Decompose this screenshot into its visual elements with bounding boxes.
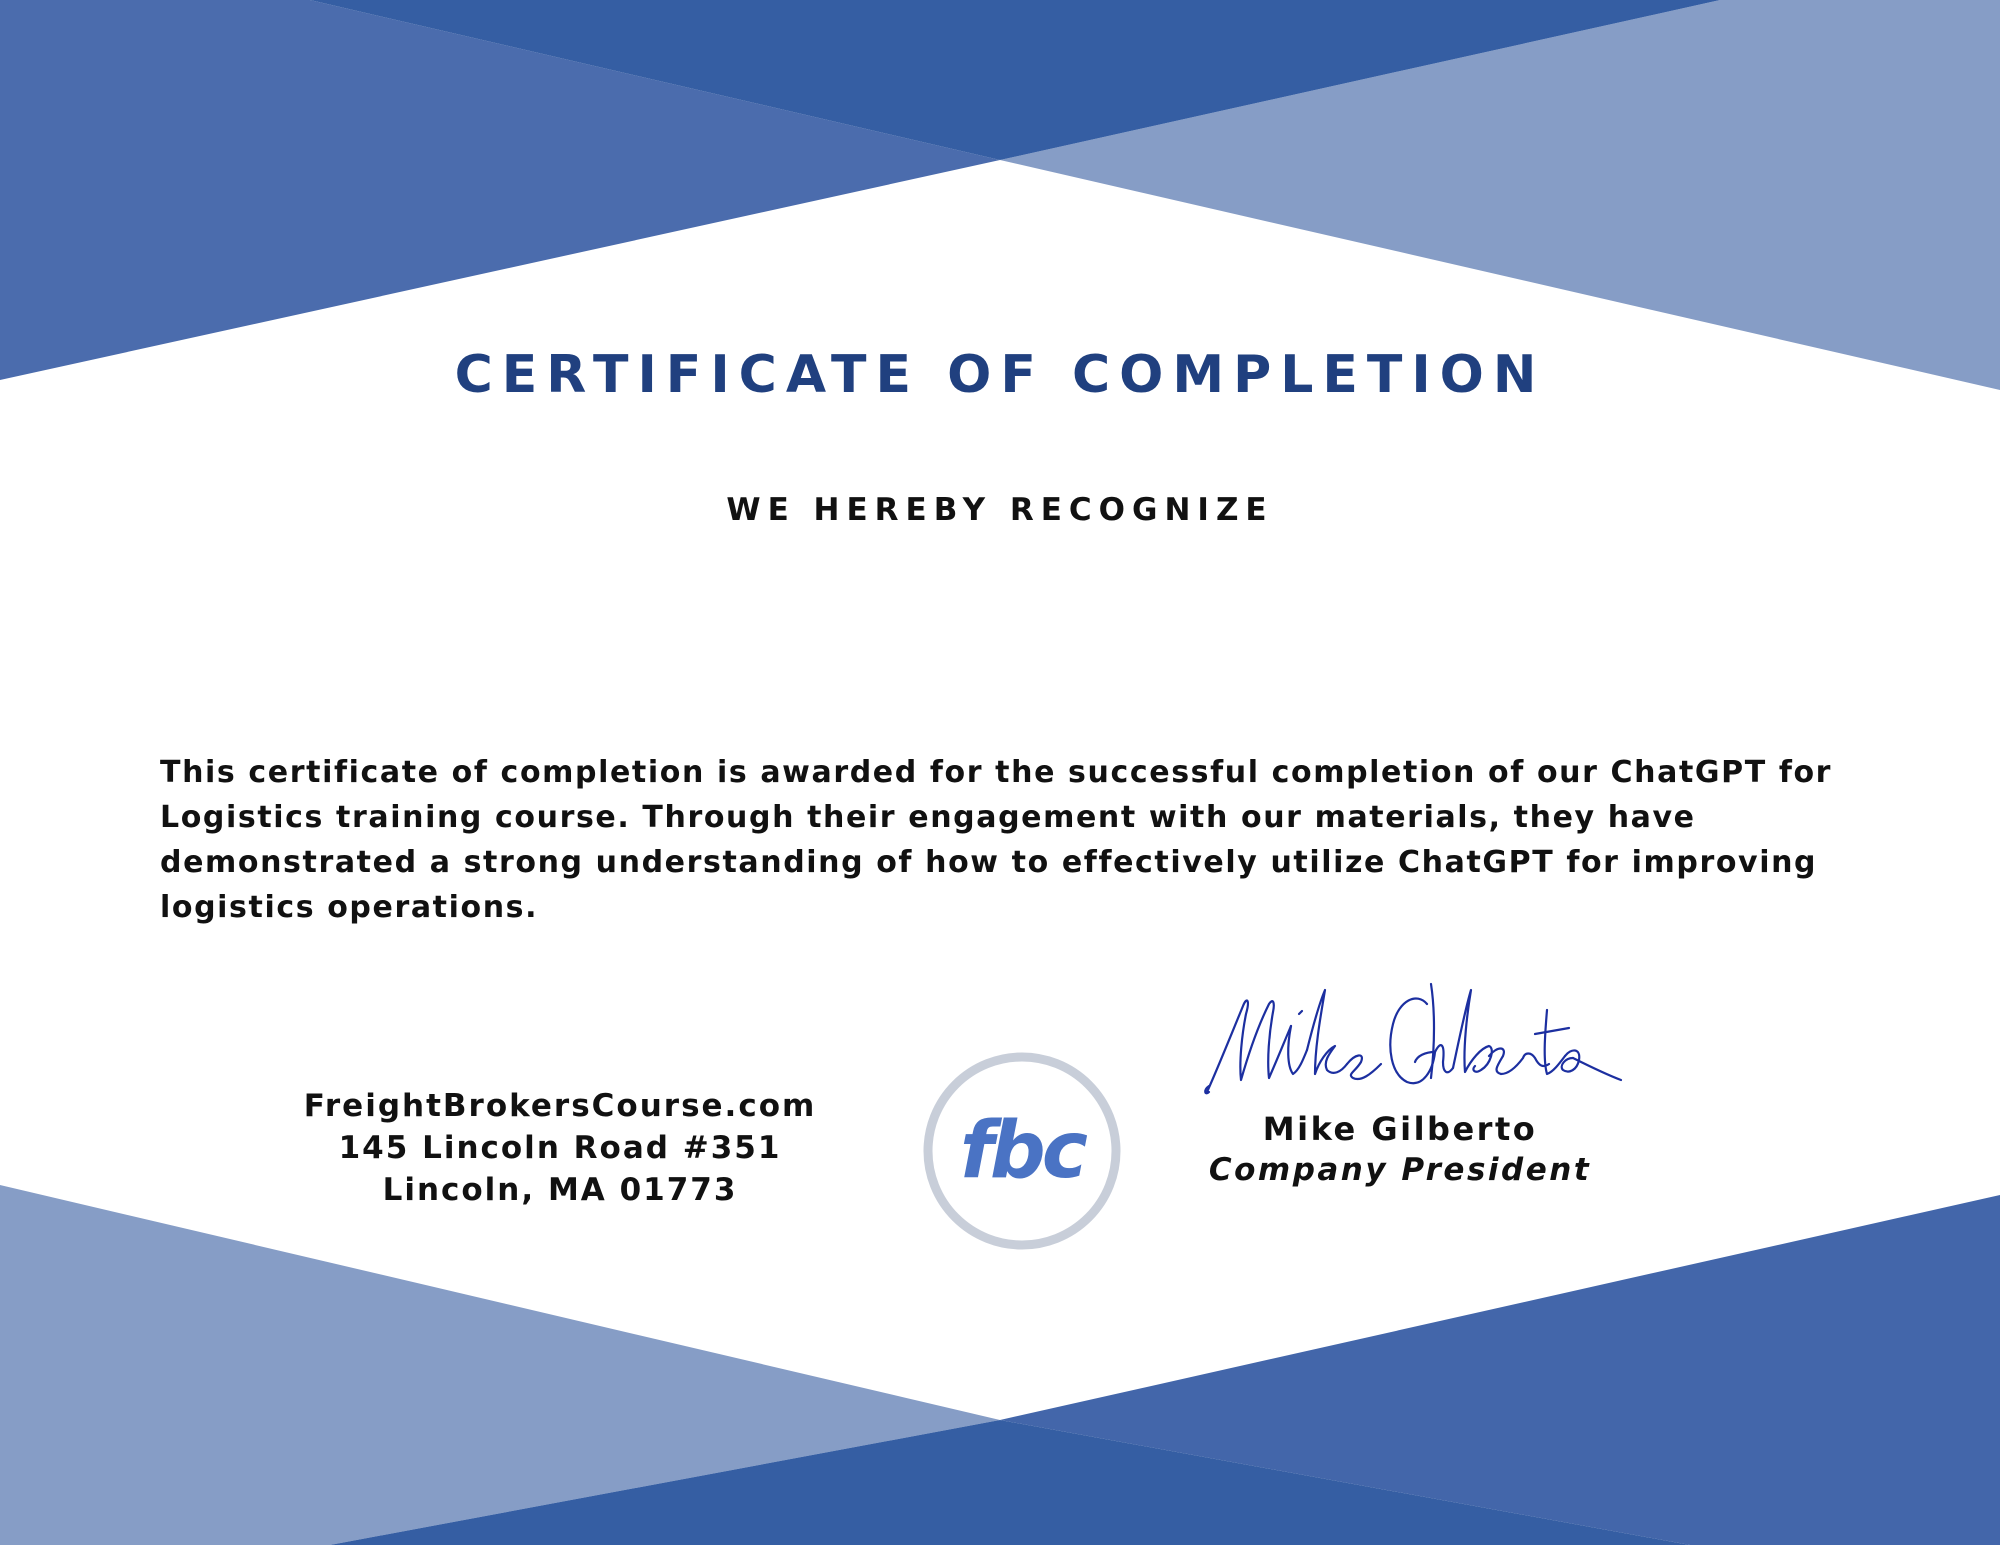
signatory-name: Mike Gilberto: [1262, 1110, 1538, 1148]
organization-website: FreightBrokersCourse.com: [303, 1088, 817, 1124]
certificate-title: CERTIFICATE OF COMPLETION: [454, 345, 1546, 405]
svg-text:fbc: fbc: [959, 1106, 1085, 1196]
address-line-2: Lincoln, MA 01773: [382, 1172, 738, 1208]
certificate-body-text: This certificate of completion is awarded for the successful completion of our ChatGPT for Logistics training course. Through their engagement with our materials, they have demonstrated a strong understanding of how to effectively utilize ChatGPT for improving logistics operations.: [160, 755, 1833, 925]
signatory-title: Company President: [1208, 1152, 1592, 1188]
handwritten-signature: [1195, 970, 1625, 1105]
address-line-1: 145 Lincoln Road #351: [338, 1130, 782, 1166]
fbc-logo-icon: [922, 1051, 1122, 1251]
organization-address: [255, 1085, 865, 1211]
recipient-name-area: [500, 560, 1500, 710]
recognize-line: WE HEREBY RECOGNIZE: [726, 492, 1274, 528]
